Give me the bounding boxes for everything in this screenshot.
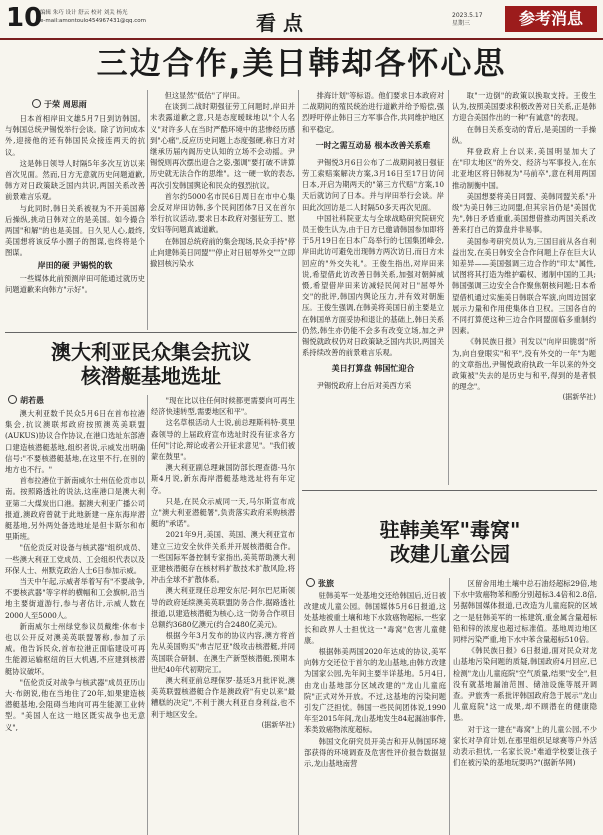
article2-headline xyxy=(10,340,292,388)
section-title: 看点 xyxy=(256,11,310,35)
paragraph: 区留舍用地土壤中总石油烃超标29倍,地下水中致癌物苯和酚分别超标3.4倍和2.8倍,另据韩国媒体报道,已改造为儿童庭院的区域之一是驻韩美军的一栋建筑,重金属含量超标铅和锌的浓度也超过标准值。基地周边地区同样污染严重,地下水中苯含量超标510倍。 xyxy=(453,579,597,645)
paragraph: 澳大利亚数千民众5月6日在首布拉港集会,抗议澳联邦政府按照澳英美联盟(AUKUS)协议合作协议,在港口选址东部港口建造核潜艇基地,组织者说,示威发出明确信号:"不要核潜艇基地,在这里不行,在别的地方也不行。" xyxy=(5,409,145,475)
date-info xyxy=(452,12,483,28)
paragraph: 排海计划"等标语。他们要求日本政府对二战期间的殖民统治进行道歉并给予赔偿,强烈呼吁停止韩日三方军事合作,共同维护地区和平稳定。 xyxy=(302,91,444,134)
paragraph: 一些媒体此前预测岸田可能通过就历史问题道歉来向韩方"示好"。 xyxy=(5,273,145,294)
article1-subheading-3: 美日打算盘 韩国忙迎合 xyxy=(331,364,415,374)
byline-icon xyxy=(8,395,17,404)
paragraph: 美国参考研究员认为,三国目前从各自利益出发,在美日韩安全合作问题上存在巨大认知差异——美国强调三边合作的"印太"属性,试图将其打造为维护霸权、遏制中国的工具;韩国强调三边安全合作聚焦朝核问题;日本希望借机通过实施美日韩联合军演,向周边国家展示力量和作用使集体自卫权。三国各自的不同打算使这种三边合作同盟面临多重制约因素。 xyxy=(452,236,596,336)
paragraph: 但这显然"低估"了岸田。 xyxy=(164,91,245,100)
paragraph: 《韩民族日报》6日报道,面对民众对龙山基地污染问题的质疑,韩国政府4月回应,已检测"龙山儿童庭院"空气质量,结果"安全",但没有就基地漏油范围、储油设施等展开调查。尹旅秀一系批评韩国政府急于展示"龙山儿童庭院"这一成果,却不顾潜在的健康隐患。 xyxy=(453,646,597,723)
section-divider xyxy=(5,332,297,333)
article3-author: 张旅 xyxy=(318,579,334,588)
article1-author: 于荣 周思雨 xyxy=(44,100,87,109)
column-divider xyxy=(147,90,148,330)
article2-credit: (据新华社) xyxy=(261,720,295,729)
article1-column-3 xyxy=(302,90,444,550)
article1-subheading-2: 一时之需互动易 根本改善关系难 xyxy=(315,140,431,150)
byline-icon xyxy=(306,578,315,587)
paragraph: 韩国文化研究员开美吉和开从韩国环境部获得的环境调查及危害性评价报告数据显示,龙山基地南营 xyxy=(304,736,446,769)
paragraph: 根据韩美两国2020年达成的协议,美军向韩方交还位于首尔的龙山基地,由韩方改建为国家公园,先年间主要半详基地。5月4日,由龙山基地部分区域改建的"龙山儿童庭院"正式对外开放。不过,这基地的污染问题引发广泛担忧。韩国一些民间团体说,1990年至2015年间,龙山基地发生84起漏油事件,苯类致癌物浓度超标。 xyxy=(304,647,446,735)
paragraph: "伍伦贡反对战争与核武器"成员亚历山大·布朗说,他在当地住了20年,如果建造核潜艇基地,会阻碍当地向可再生能源工业转型。"美国人在这一地区既实战争也无意义", xyxy=(5,677,145,732)
article2-column-2 xyxy=(151,395,295,833)
paragraph: 在韩国总统府前的集会现场,民众手持"停止向建韩美日同盟""停止对日屈辱外交""立即撤回核污染水 xyxy=(150,236,295,269)
paragraph: 澳大利亚前总理保罗·基廷3月批评说,澳美英联盟核潜艇合作是澳政府"有史以来"最糟糕的决定",不利于澳大利亚自身利益,也不利于地区安全。 xyxy=(151,676,295,719)
paragraph: 2021年9月,美国、英国、澳大利亚宣布建立三边安全伙伴关系并开展核潜艇合作。一些国际军备控制专家指出,美英帮助澳大利亚建核潜艇存在核材料扩散技术扩散风险,将冲击全球不扩散体系。 xyxy=(151,530,295,585)
article1-column-2 xyxy=(150,90,295,330)
article2-headline-line-2: 核潜艇基地选址 xyxy=(81,364,221,388)
article1-column-1 xyxy=(5,113,145,328)
article2-column-1 xyxy=(5,408,145,833)
paragraph: 在韩日关系变动的背后,是美国的一手操纵。 xyxy=(452,124,596,145)
paragraph: 首尔约5000名市民6日周日在市中心集会反对岸田访韩,多个民间团体7日又在首尔举行抗议活动,要求日本政府对强征劳工、慰安妇等问题真诚道歉。 xyxy=(150,191,295,235)
article3-byline xyxy=(306,578,334,589)
article1-column-4 xyxy=(452,90,596,485)
newspaper-logo: 参考消息 xyxy=(505,6,597,32)
article2-headline-line-1: 澳大利亚民众集会抗议 xyxy=(51,340,251,364)
paragraph: 尹锡悦政府上台后对美西方采 xyxy=(316,381,412,391)
paragraph: 与此同时,韩日关系被视为不开美国幕后操纵,挑动日韩对立的是美国。如今撮合两国"和解"的也是美国。日久见人心,最终,美国想将该反华小圈子的图谋,也终将是个图谋。 xyxy=(5,203,145,258)
section-divider xyxy=(302,490,597,491)
weekday: 星期三 xyxy=(452,20,471,27)
article3-column-1 xyxy=(304,590,446,833)
article2-byline xyxy=(8,395,44,406)
article1-subheading-1: 岸田的硬 尹锡悦的软 xyxy=(37,260,113,270)
date: 2023.5.17 xyxy=(452,12,483,19)
column-divider xyxy=(448,90,449,485)
paragraph: 在谈到二战时期强征劳工问题时,岸田并未表露道歉之意,只是态度暧昧地以"个人名义"对许多人在当时严酷环境中的悲惨经历感到"心痛",反应历史问题上态度强硬,称日方对继承历届内阁历史认知的立场不会动摇。尹锡悦则再次摆出迎合之姿,强调"要打破不讲算历史就无法合作的思维"。这一硬一软的表态,再次引发韩国舆论和民众的强烈抗议。 xyxy=(150,102,295,190)
paragraph: "伍伦贡反对设备与核武器"组织成员、一些澳大利亚工党成员、工会组织代表以及环保人士、州默克政治人士6日参加示威。 xyxy=(5,543,145,575)
paragraph: 澳大利亚现任总理安东尼·阿尔巴尼斯领导的政府延续澳美英联盟防务合作,据路透社报道,以建造核潜艇为核心,这一防务合作项目总额约3680亿澳元(约合2480亿美元)。 xyxy=(151,586,295,630)
byline-icon xyxy=(32,99,41,108)
paragraph: 当天中午起,示威者举着写有"不要战争,不要核武器"等字样的横幅和工会旗帜,沿当地主要街道游行,参与者估计,示威人数在2000人至5000人。 xyxy=(5,577,145,620)
paragraph: 拜登政府上台以来,美国明显加大了在"印太地区"的外交、经济与军事投入,在东北亚地区将日韩视为"马前卒",意在利用两国推动制衡中国。 xyxy=(452,147,596,190)
paragraph: 这是韩日领导人时隔5年多次互访以来首次见面。然而,日方无意就历史问题道歉,韩方对日政策缺乏国内共识,两国关系改善前景难言乐观。 xyxy=(5,158,145,202)
email-line: e-mail:amontoulo454967431@qq.com xyxy=(40,18,146,24)
column-divider xyxy=(449,578,450,835)
paragraph: 驻韩美军一处基地交还给韩国后,近日被改建成儿童公园。韩国媒体5月6日报道,这处基地被重土壤和地下水致癌物超标,一些家长和政界人士担忧这一"毒窝"危害儿童健康。 xyxy=(304,591,446,645)
column-divider xyxy=(147,395,148,835)
article2-author: 胡若愚 xyxy=(20,396,44,405)
editors-line: 编辑 朱巧 设计 舒云 校对 刘关 杨光 xyxy=(40,10,128,16)
editor-credits xyxy=(40,9,146,25)
article3-headline xyxy=(320,518,580,566)
paragraph: 中国社科院亚太与全球战略研究院研究员王俊生认为,由于日方已邀请韩国参加即将于5月19日在日本广岛举行的七国集团峰会,岸田此访可避免出现韩方两次访日,而日方未回应的"外交失礼"。王俊生指出,对岸田来说,希望借此访改善日韩关系,加强对朝鲜威慑,希望借岸田来访减轻民间对日"屈辱外交"的批评,韩国内舆论压力,并有效对朝施压。王俊生强调,在韩美将美国日前主要是立在韩国单方面妥协和退让的基础上,韩日关系仍然,韩生亦仍能不会多有改变立场,加之尹锡悦就政权仍对日政策缺乏国内共识,两国关系持续改善的前景难言乐观。 xyxy=(302,213,444,358)
article1-headline: 三边合作,美日韩却各怀心思 xyxy=(96,46,507,82)
paragraph: 只是,在民众示威同一天,马尔斯宣布成立"澳大利亚潜艇署",负责落实政府采购核潜艇的"承诺"。 xyxy=(151,496,295,529)
paragraph: 这名草根活动人士说,前总理斯科特·莫里森领导的上届政府宣布选址时没有征求各方任何"讨论,辩论或者公开征求意见"。"我们被蒙在鼓里"。 xyxy=(151,418,295,462)
article3-headline-line-2: 改建儿童公园 xyxy=(390,542,510,566)
paragraph: 取"一边倒"的政策以换取支持。王俊生认为,按照美国要求积极改善对日关系,正是韩方迎合美国作出的一种"有诚意"的表现。 xyxy=(452,91,596,123)
paragraph: "现在比以往任何时候都更需要向可再生经济快速转型,需要地区和平"。 xyxy=(151,396,295,417)
paragraph: 日本首相岸田文雄5月7日到访韩国。与韩国总统尹锡悦举行会谈。除了访问成本外,迎接他的还有韩国民众接连两天的抗议。 xyxy=(5,114,145,157)
article1-byline xyxy=(32,99,87,110)
paragraph: 尹锡悦3月6日公布了二战期间被日强征劳工索赔案解决方案,3月16日至17日访问日本,开启为期两天的"第三方代赔"方案,10天后就访问了日本。并与岸田举行会谈。岸田此次回访是二人时隔50多天再次见面。 xyxy=(302,157,444,212)
article3-column-2 xyxy=(453,578,597,833)
paragraph: 根据今年3月发布的协议内容,澳方将首先从美国购买"弗吉尼亚"级攻击核潜艇,并同英国联合研制、在澳生产新型核潜艇,预期本世纪40年代初期完工。 xyxy=(151,631,295,674)
article3-headline-line-1: 驻韩美军"毒窝" xyxy=(379,518,521,542)
page-number: 10 xyxy=(6,3,43,33)
article1-credit: (据新华社) xyxy=(562,393,596,402)
paragraph: 《韩民族日报》刊发以"向岸田脆弱"所为,向自登眼实"和平",没有外交的一年"为题的文章指出,尹锡悦政府执政一年以来的外交政策被"失去的是历史与和平,得到的是者恨的理念"。 xyxy=(452,337,596,392)
paragraph: 新南威尔士州绿党参议员戴维·休布卡也以公开反对澳美英联盟署称,参加了示威。他告诉民众,首布拉港正面临建设可再生能源运输枢纽的巨大机遇,不应建到核潜艇协议破坏。 xyxy=(5,621,145,676)
paragraph: 首布拉港位于新南威尔士州伍伦贡市以南。按照路透社的说法,这座港口是澳大利亚第二大煤炭出口港。据澳大利亚广播公司报道,澳政府曾就于此地新建一座东海岸潜艇基地,另外两处备选地址是但卡斯尔和布里斯班。 xyxy=(5,476,145,542)
paragraph: 美国想要将美日同盟、美韩同盟关系"升级"为美日韩三边同盟,但其宗旨仍是"美国优先",韩日矛盾重重,美国想借推动两国关系改善来打自己的算盘并非易事。 xyxy=(452,191,596,235)
paragraph: 对于这一建在"毒窝"上的儿童公园,不少家长对孕育计划,在那里组织足球赛等户外活动表示担忧,一名家长说:"难道学校要让孩子们在被污染的基地玩耍吗?"(据新华网) xyxy=(453,724,597,768)
page-header xyxy=(0,0,603,40)
column-divider xyxy=(298,90,299,835)
paragraph: 澳大利亚副总理兼国防部长理查德·马尔斯4月说,新东海岸潜艇基地选址将有年定夺。 xyxy=(151,463,295,495)
